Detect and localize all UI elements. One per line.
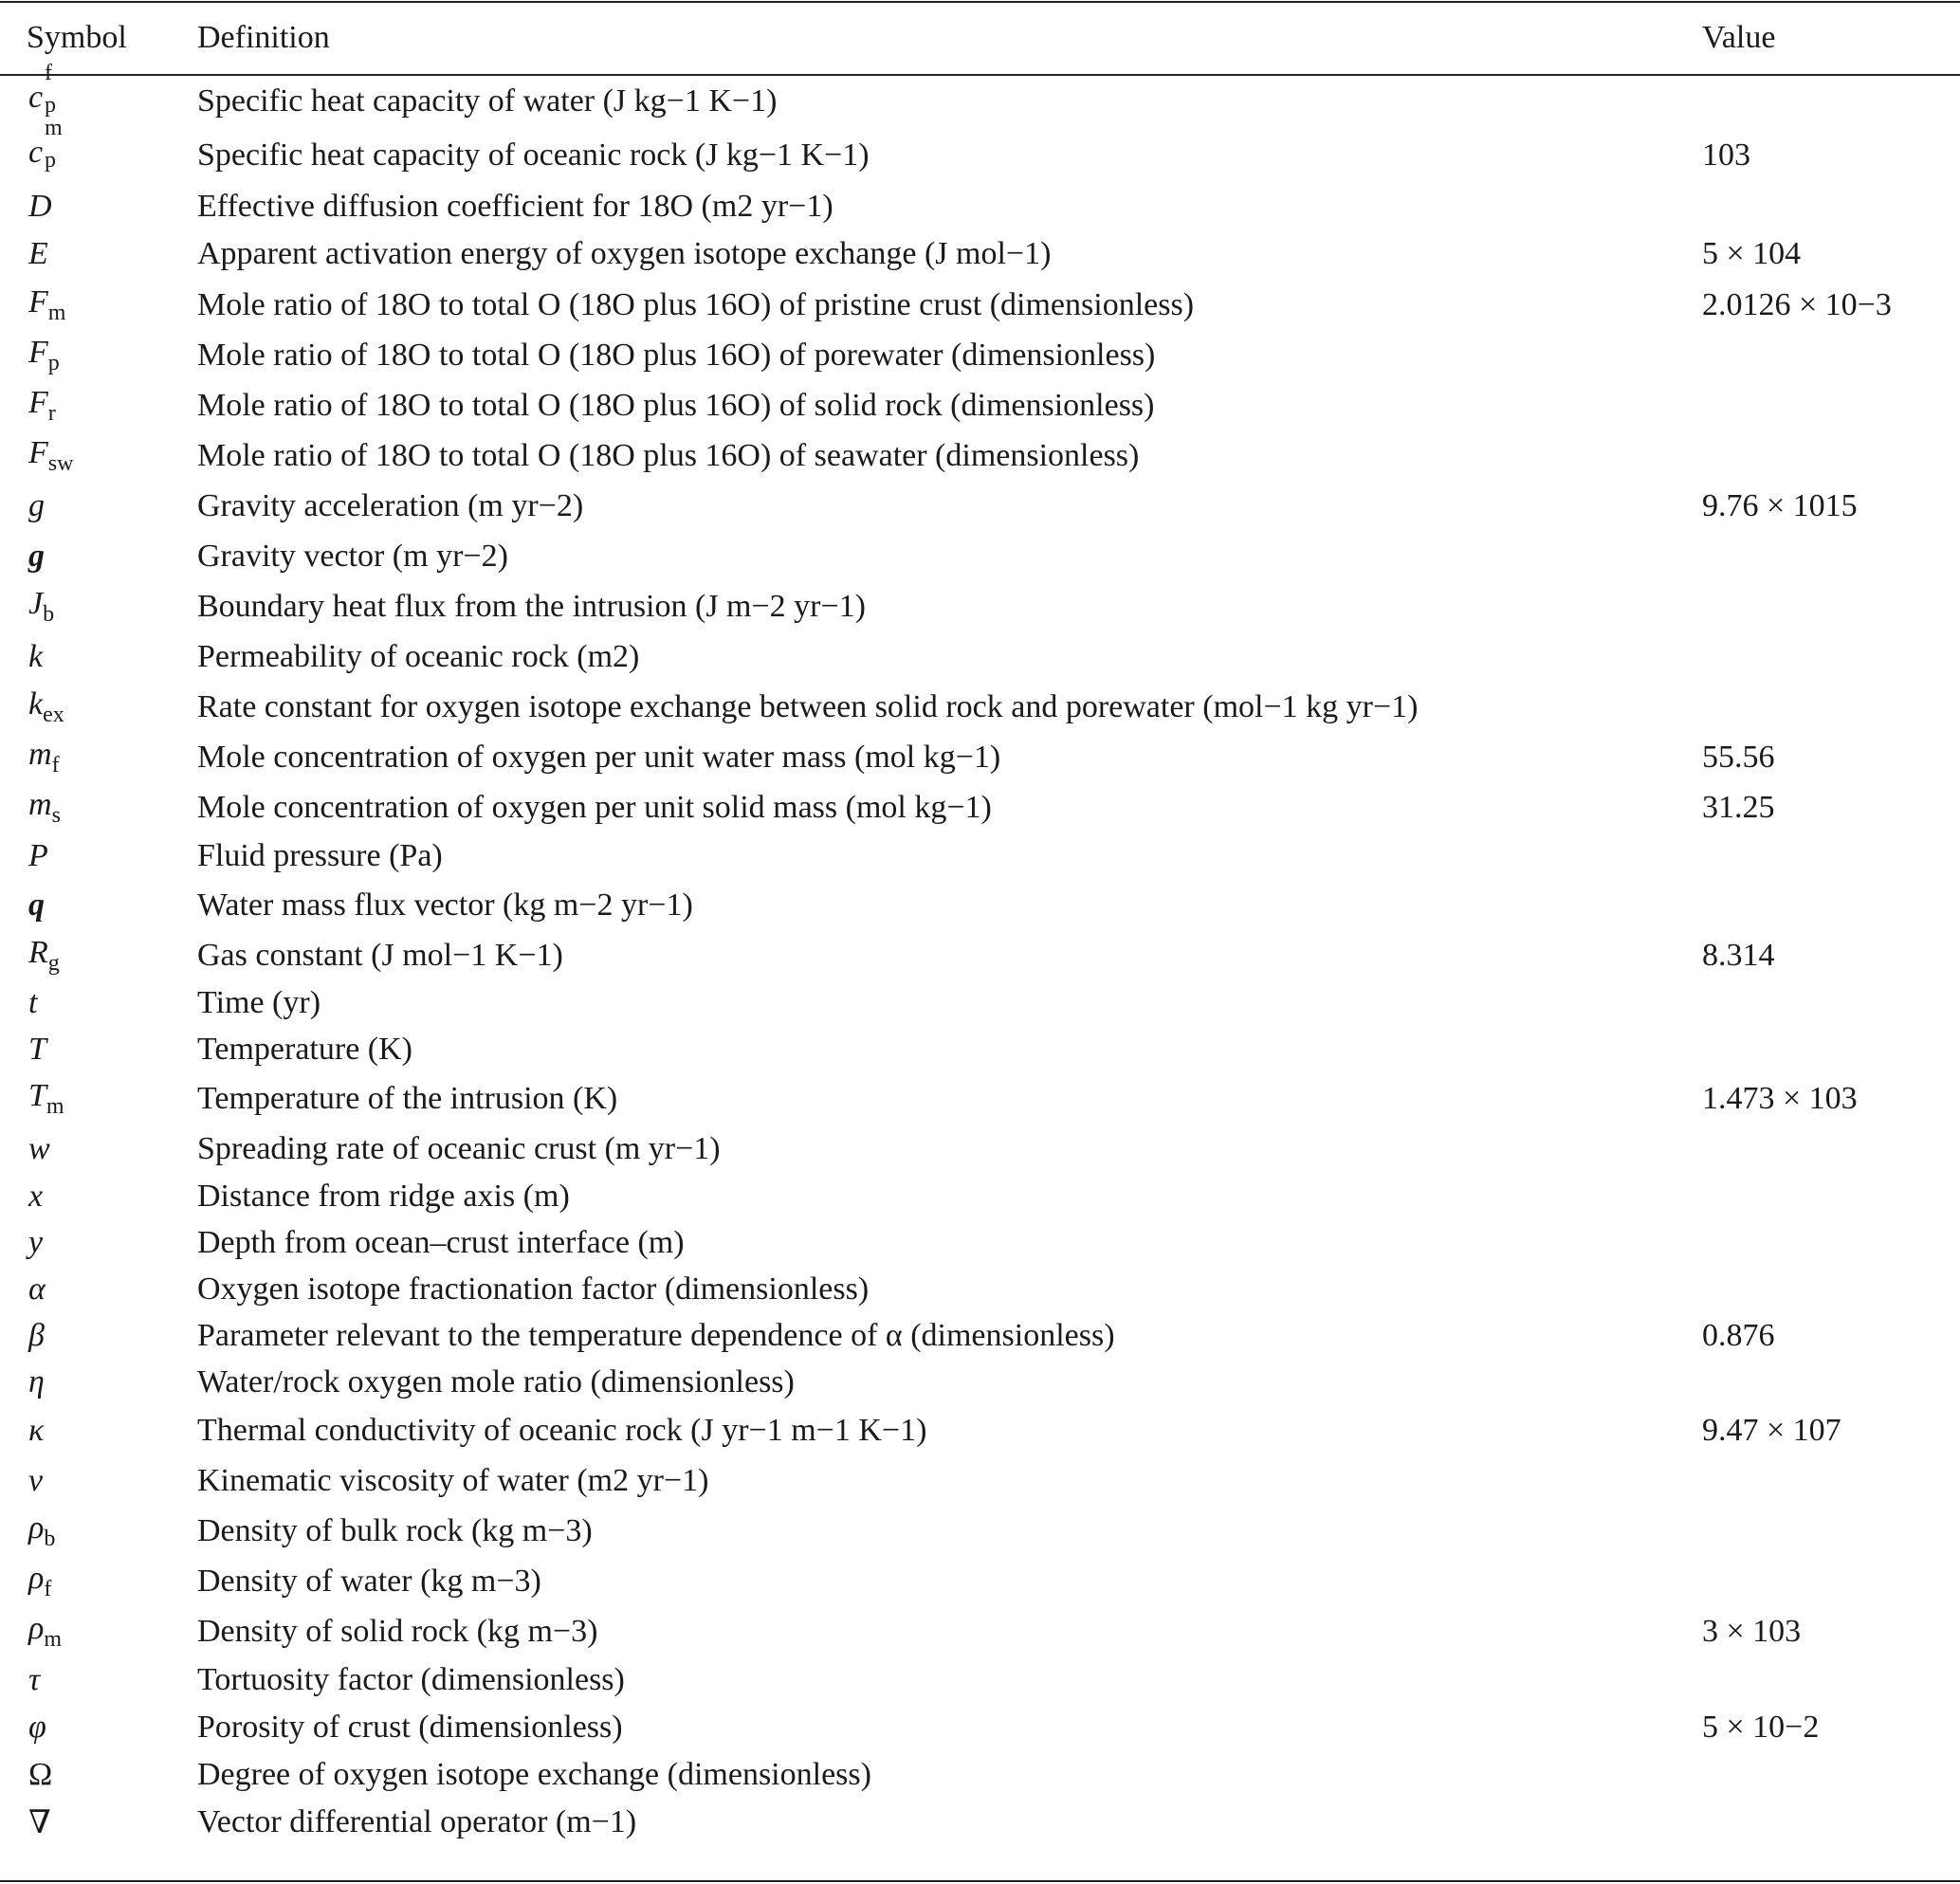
value-cell [1702,430,1960,481]
definition-cell: Effective diffusion coefficient for 18O (m2 yr−1) [197,189,833,224]
table-row [0,1026,1960,1073]
value-cell [1702,1267,1960,1312]
definition-cell: Mole ratio of 18O to total O (18O plus 16O) of porewater (dimensionless) [197,337,1156,373]
symbol-cell: D [28,189,52,224]
symbol-cell: g [28,487,45,523]
definition-cell: Temperature of the intrusion (K) [197,1080,618,1116]
table-row [0,1219,1960,1267]
symbol-cell: $F_m$ [28,284,66,325]
definition-cell: Distance from ridge axis (m) [197,1179,570,1214]
symbol-cell: $m_f$ [28,736,60,777]
table-row [0,280,1960,330]
table-row [0,682,1960,732]
definition-cell: Mole ratio of 18O to total O (18O plus 16O) of pristine crust (dimensionless) [197,286,1195,322]
symbol-cell: $m_s$ [28,786,61,828]
value-cell: 5 × 104 [1702,236,1802,271]
definition-cell: Water mass flux vector (kg m−2 yr−1) [197,887,693,923]
definition-cell: Time (yr) [197,985,321,1020]
header-value: Value [1702,20,1776,55]
definition-cell: Gravity vector (m yr−2) [197,538,508,574]
definition-cell: Depth from ocean–crust interface (m) [197,1225,685,1260]
value-cell [1702,880,1960,930]
symbol-cell: q [28,887,45,923]
symbol-cell: $T_m$ [28,1077,64,1119]
symbol-cell: $J_b$ [28,585,55,627]
table-row [0,1267,1960,1312]
definition-cell: Temperature (K) [197,1032,412,1067]
definition-cell: Apparent activation energy of oxygen isotope exchange (J mol−1) [197,236,1052,271]
table-row [0,531,1960,581]
value-cell [1702,1219,1960,1267]
value-cell [1702,76,1960,126]
value-cell [1702,1124,1960,1174]
table-row [0,1360,1960,1405]
symbol-cell: $\rho_m$ [28,1610,62,1652]
symbol-cell: τ [28,1662,41,1697]
table-row [0,732,1960,782]
definition-cell: Degree of oxygen isotope exchange (dimensionless) [197,1757,871,1792]
definition-cell: Mole ratio of 18O to total O (18O plus 16O) of seawater (dimensionless) [197,437,1140,473]
table-row [0,1751,1960,1799]
definition-cell: Specific heat capacity of water (J kg−1 K−1) [197,82,778,119]
table-row [0,1656,1960,1704]
symbol-cell: c m p [28,115,63,173]
definition-cell: Gravity acceleration (m yr−2) [197,487,584,523]
symbol-cell: α [28,1271,46,1307]
definition-cell: Mole ratio of 18O to total O (18O plus 16O) of solid rock (dimensionless) [197,387,1155,423]
table-row [0,980,1960,1026]
symbol-cell: x [28,1179,44,1214]
symbol-cell: k [28,638,44,674]
table-row [0,1405,1960,1455]
symbol-cell: $k_{ex}$ [28,686,64,727]
table-row [0,76,1960,126]
value-cell: 8.314 [1702,937,1775,973]
symbol-cell: c f p [28,61,56,118]
symbol-cell: y [28,1225,44,1260]
value-cell [1702,531,1960,581]
value-cell: 3 × 103 [1702,1613,1802,1649]
symbol-cell: $F_r$ [28,384,56,426]
table-body [0,61,1960,1846]
table-row [0,930,1960,980]
table-row [0,1312,1960,1360]
table-row [0,782,1960,832]
table-row [0,430,1960,481]
symbol-cell: $F_p$ [28,334,60,375]
value-cell: 5 × 10−2 [1702,1710,1820,1745]
definition-cell: Gas constant (J mol−1 K−1) [197,937,563,973]
symbol-cell: P [28,838,48,873]
header-row [0,0,1960,76]
table-row [0,1799,1960,1846]
symbol-cell: ν [28,1462,44,1498]
definition-cell: Kinematic viscosity of water (m2 yr−1) [197,1462,709,1498]
table-row [0,380,1960,430]
table-row [0,880,1960,930]
table-row [0,1073,1960,1124]
value-cell [1702,1656,1960,1704]
value-cell: 103 [1702,137,1750,173]
definition-cell: Density of water (kg m−3) [197,1563,541,1599]
table-row [0,1455,1960,1506]
symbol-cell: η [28,1364,45,1399]
value-cell: 2.0126 × 10−3 [1702,286,1892,322]
symbol-cell: E [28,236,48,271]
symbol-cell: β [28,1318,45,1353]
value-cell [1702,380,1960,430]
value-cell [1702,185,1960,229]
table-row [0,229,1960,280]
value-cell [1702,1799,1960,1846]
definition-cell: Vector differential operator (m−1) [197,1804,637,1839]
value-cell: 55.56 [1702,739,1775,775]
table-row [0,631,1960,682]
value-cell: 1.473 × 103 [1702,1080,1858,1116]
table-row [0,481,1960,531]
definition-cell: Spreading rate of oceanic crust (m yr−1) [197,1130,721,1166]
value-cell [1702,682,1960,732]
definition-cell: Permeability of oceanic rock (m2) [197,638,640,674]
value-cell [1702,1506,1960,1556]
symbol-cell: $\rho_b$ [28,1509,56,1551]
symbol-cell: $F_{sw}$ [28,434,74,476]
value-cell [1702,832,1960,880]
value-cell [1702,1026,1960,1073]
value-cell [1702,631,1960,682]
table-row [0,126,1960,185]
value-cell: 9.76 × 1015 [1702,487,1858,523]
symbol-cell: T [28,1032,46,1067]
table-row [0,1704,1960,1751]
table-row [0,1506,1960,1556]
table-row [0,1124,1960,1174]
definition-cell: Porosity of crust (dimensionless) [197,1710,623,1745]
value-cell [1702,1751,1960,1799]
symbol-cell: g [28,538,45,574]
definition-cell: Water/rock oxygen mole ratio (dimensionless) [197,1364,795,1399]
table-row [0,1556,1960,1606]
value-cell: 9.47 × 107 [1702,1412,1841,1448]
value-cell [1702,1174,1960,1219]
value-cell [1702,330,1960,380]
table-row [0,185,1960,229]
definition-cell: Mole concentration of oxygen per unit water mass (mol kg−1) [197,739,1001,775]
definition-cell: Boundary heat flux from the intrusion (J m−2 yr−1) [197,588,867,624]
header-definition: Definition [197,20,330,55]
symbol-cell: ∇ [28,1805,51,1840]
symbol-cell: t [28,985,38,1020]
symbol-cell: w [28,1130,50,1166]
value-cell [1702,581,1960,631]
value-cell: 0.876 [1702,1318,1775,1353]
definition-cell: Oxygen isotope fractionation factor (dimensionless) [197,1271,870,1307]
symbol-cell: κ [28,1412,45,1448]
table-row [0,581,1960,631]
symbol-cell: $\rho_f$ [28,1560,52,1601]
definition-cell: Parameter relevant to the temperature dependence of α (dimensionless) [197,1318,1115,1353]
definition-cell: Density of bulk rock (kg m−3) [197,1512,593,1548]
symbol-cell: φ [28,1710,46,1745]
value-cell [1702,1455,1960,1506]
definition-cell: Specific heat capacity of oceanic rock (J kg−1 K−1) [197,137,870,173]
value-cell [1702,980,1960,1026]
header-symbol: Symbol [27,20,127,55]
definition-cell: Density of solid rock (kg m−3) [197,1613,598,1649]
table-row [0,1606,1960,1656]
symbol-cell: $R_g$ [28,934,60,976]
definition-cell: Thermal conductivity of oceanic rock (J yr−1 m−1 K−1) [197,1412,927,1448]
value-cell [1702,1360,1960,1405]
definition-cell: Fluid pressure (Pa) [197,838,443,873]
table-row [0,1174,1960,1219]
definition-cell: Tortuosity factor (dimensionless) [197,1662,625,1697]
definition-cell: Mole concentration of oxygen per unit solid mass (mol kg−1) [197,789,992,825]
value-cell: 31.25 [1702,789,1775,825]
table-row [0,330,1960,380]
table-row [0,832,1960,880]
symbol-cell: Ω [28,1757,53,1792]
bottom-rule [0,1880,1960,1882]
definition-cell: Rate constant for oxygen isotope exchange between solid rock and porewater (mol−1 kg yr−1) [197,688,1419,724]
value-cell [1702,1556,1960,1606]
